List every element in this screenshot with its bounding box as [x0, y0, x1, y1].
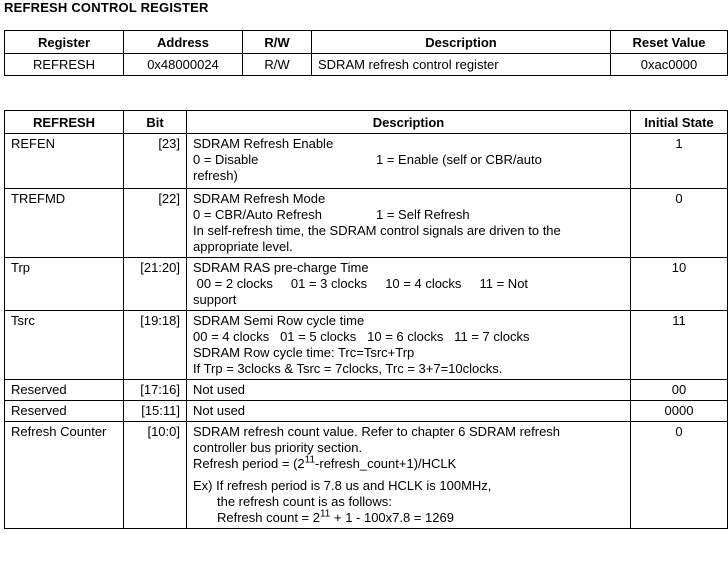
header-description: Description — [312, 31, 611, 54]
desc-line: In self-refresh time, the SDRAM control signals are driven to the — [193, 223, 561, 238]
desc-option: 0 = Disable — [193, 152, 259, 167]
table-row-refresh-counter — [5, 422, 728, 529]
desc-example-line: the refresh count is as follows: — [217, 494, 392, 509]
desc-line: If Trp = 3clocks & Tsrc = 7clocks, Trc = 3+7=10clocks. — [193, 361, 503, 376]
field-name: Trp — [5, 258, 124, 311]
formula-exponent: 11 — [319, 508, 331, 520]
table-header-row — [5, 31, 728, 54]
register-table — [4, 30, 728, 76]
field-bit: [10:0] — [124, 422, 187, 529]
table-row-reserved-17-16 — [5, 380, 728, 401]
desc-line: support — [193, 292, 237, 307]
field-description — [187, 422, 631, 529]
field-name: Reserved — [5, 380, 124, 401]
field-initial-state: 10 — [631, 258, 728, 311]
cell-register: REFRESH — [5, 54, 124, 76]
bit-field-table — [4, 110, 728, 529]
table-row-reserved-15-11 — [5, 401, 728, 422]
desc-example-formula — [193, 510, 624, 526]
desc-options — [193, 152, 624, 168]
field-initial-state: 11 — [631, 311, 728, 380]
field-initial-state: 0000 — [631, 401, 728, 422]
cell-address: 0x48000024 — [124, 54, 243, 76]
desc-line: SDRAM RAS pre-charge Time — [193, 260, 369, 275]
table-row-trp — [5, 258, 728, 311]
field-initial-state: 1 — [631, 134, 728, 189]
desc-options — [193, 207, 624, 223]
table-row-refen — [5, 134, 728, 189]
desc-options: 00 = 2 clocks 01 = 3 clocks 10 = 4 clocks 11 = Not — [193, 276, 529, 291]
field-bit: [21:20] — [124, 258, 187, 311]
field-initial-state: 0 — [631, 189, 728, 258]
field-bit: [23] — [124, 134, 187, 189]
field-name: Reserved — [5, 401, 124, 422]
formula-part: Refresh count = 2 — [217, 510, 320, 525]
page-title: REFRESH CONTROL REGISTER — [4, 0, 209, 15]
header-reset-value: Reset Value — [611, 31, 728, 54]
formula-part: Refresh period = (2 — [193, 456, 305, 471]
field-initial-state: 0 — [631, 422, 728, 529]
header-address: Address — [124, 31, 243, 54]
header-bit: Bit — [124, 111, 187, 134]
desc-option: 1 = Enable (self or CBR/auto — [376, 152, 542, 167]
field-description: Not used — [187, 401, 631, 422]
desc-line: controller bus priority section. — [193, 440, 363, 455]
field-bit: [15:11] — [124, 401, 187, 422]
formula-exponent: 11 — [304, 454, 316, 466]
field-description: Not used — [187, 380, 631, 401]
desc-line: SDRAM refresh count value. Refer to chapter 6 SDRAM refresh — [193, 424, 561, 439]
desc-option: 1 = Self Refresh — [376, 207, 470, 222]
header-initial-state: Initial State — [631, 111, 728, 134]
desc-line: SDRAM Row cycle time: Trc=Tsrc+Trp — [193, 345, 415, 360]
table-row-tsrc — [5, 311, 728, 380]
desc-option: 0 = CBR/Auto Refresh — [193, 207, 322, 222]
desc-line: appropriate level. — [193, 239, 293, 254]
cell-rw: R/W — [243, 54, 312, 76]
table-row — [5, 54, 728, 76]
header-register: Register — [5, 31, 124, 54]
field-name: Tsrc — [5, 311, 124, 380]
field-name: REFEN — [5, 134, 124, 189]
desc-line: SDRAM Semi Row cycle time — [193, 313, 365, 328]
cell-description: SDRAM refresh control register — [312, 54, 611, 76]
field-description — [187, 134, 631, 189]
cell-reset-value: 0xac0000 — [611, 54, 728, 76]
formula-part: -refresh_count+1)/HCLK — [315, 456, 457, 471]
desc-line: refresh) — [193, 168, 238, 183]
header-description: Description — [187, 111, 631, 134]
desc-line: SDRAM Refresh Mode — [193, 191, 326, 206]
field-description — [187, 189, 631, 258]
field-initial-state: 00 — [631, 380, 728, 401]
desc-example-line: Ex) If refresh period is 7.8 us and HCLK is 100MHz, — [193, 478, 492, 493]
desc-formula — [193, 456, 624, 472]
table-row-trefmd — [5, 189, 728, 258]
header-rw: R/W — [243, 31, 312, 54]
field-name: TREFMD — [5, 189, 124, 258]
field-bit: [19:18] — [124, 311, 187, 380]
formula-part: + 1 - 100x7.8 = 1269 — [330, 510, 454, 525]
field-description — [187, 311, 631, 380]
desc-line: SDRAM Refresh Enable — [193, 136, 334, 151]
field-bit: [17:16] — [124, 380, 187, 401]
field-name: Refresh Counter — [5, 422, 124, 529]
table-header-row — [5, 111, 728, 134]
field-description — [187, 258, 631, 311]
field-bit: [22] — [124, 189, 187, 258]
header-field: REFRESH — [5, 111, 124, 134]
desc-options: 00 = 4 clocks 01 = 5 clocks 10 = 6 clocks 11 = 7 clocks — [193, 329, 530, 344]
